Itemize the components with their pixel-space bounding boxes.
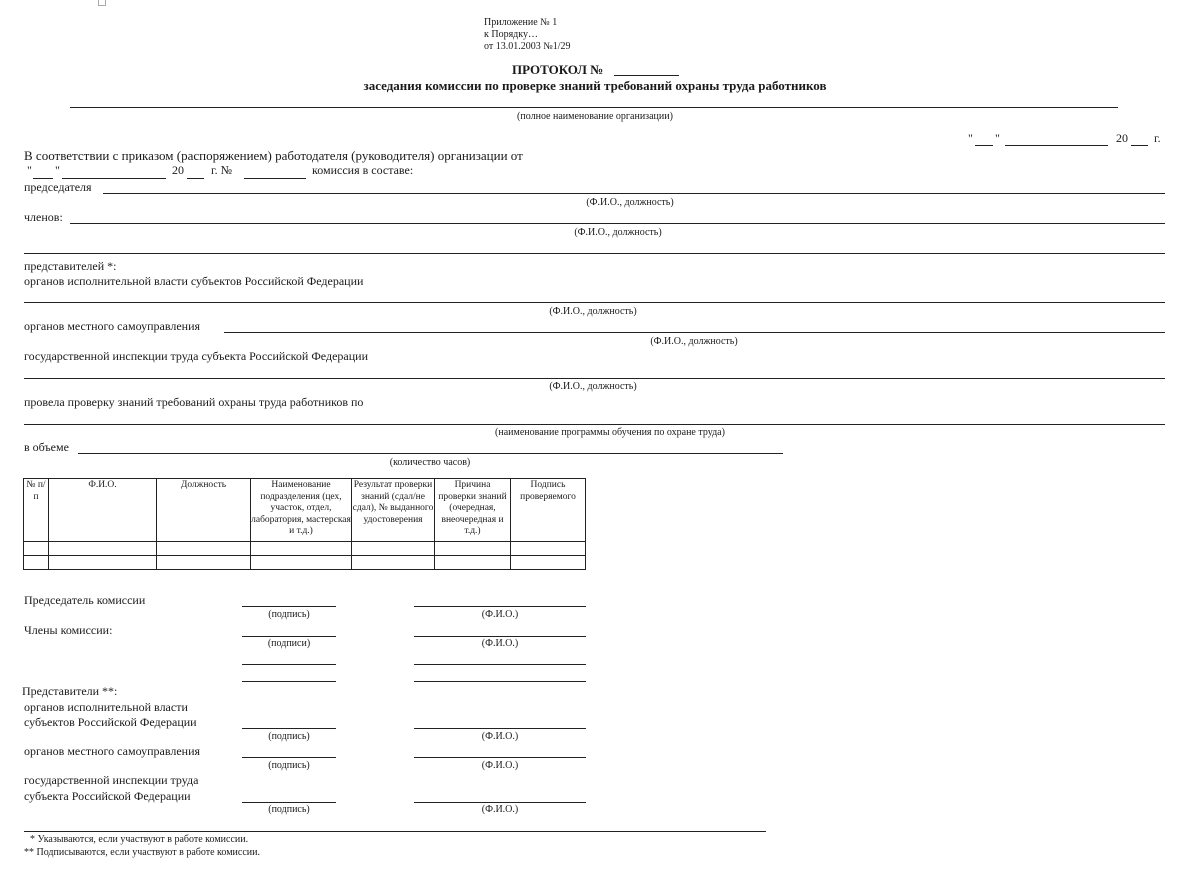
sig-members-fio-line [414,636,586,637]
protocol-number-line [614,75,679,76]
header-cell-department: Наименование подразделения (цех, участок, отдел, лаборатория, мастерская и т.д.) [251,479,352,542]
header-cell-result: Результат проверки знаний (сдал/не сдал), № выданного удостоверения [352,479,435,542]
date-quote-open: " [968,131,973,145]
table-cell[interactable] [511,542,586,556]
chairman-label: председателя [24,180,92,194]
table-cell[interactable] [511,556,586,570]
table-row [24,556,586,570]
sig-local-gov-sign-line [242,757,336,758]
organization-caption: (полное наименование организации) [517,111,673,122]
table-cell[interactable] [352,556,435,570]
members-line [70,223,1165,224]
order-year-no: г. № [211,163,233,177]
header-cell-reason: Причина проверки знаний (очередная, внеочередная и т.д.) [435,479,511,542]
appendix-line-3: от 13.01.2003 №1/29 [484,41,571,52]
results-table [23,478,586,570]
sig-chairman-label: Председатель комиссии [24,593,146,607]
sig-exec-sign-caption: (подпись) [268,731,310,742]
sig-chairman-sign-line [242,606,336,607]
sig-exec-line2: субъектов Российской Федерации [24,715,197,729]
program-caption: (наименование программы обучения по охране труда) [495,427,725,438]
corner-mark [98,0,106,6]
footnote-1: * Указываются, если участвуют в работе комиссии. [30,834,249,845]
order-day-line [33,178,53,179]
sig-state-sign-line [242,802,336,803]
sig-chairman-fio-caption: (Ф.И.О.) [481,609,519,620]
check-line-label: провела проверку знаний требований охраны труда работников по [24,395,364,409]
sig-state-sign-caption: (подпись) [268,804,310,815]
sig-chairman-fio-line [414,606,586,607]
table-cell[interactable] [352,542,435,556]
sig-local-gov-label: органов местного самоуправления [24,744,201,758]
sig-local-gov-fio-caption: (Ф.И.О.) [481,760,519,771]
local-gov-line [224,332,1165,333]
chairman-line [103,193,1165,194]
local-gov-label: органов местного самоуправления [24,319,201,333]
sig-exec-fio-line [414,728,586,729]
sig-chairman-sign-caption: (подпись) [268,609,310,620]
chairman-caption: (Ф.И.О., должность) [586,197,674,208]
footnote-2: ** Подписываются, если участвуют в работе комиссии. [24,847,260,858]
exec-authorities-caption: (Ф.И.О., должность) [549,306,637,317]
appendix-line-1: Приложение № 1 [484,17,558,28]
header-cell-fio: Ф.И.О. [49,479,157,542]
state-inspection-line [24,378,1165,379]
members-label: членов: [24,210,63,224]
table-cell[interactable] [24,542,49,556]
order-year-line [187,178,204,179]
date-twenty: 20 [1116,131,1128,145]
sig-members-extra-line [414,664,586,665]
program-line [24,424,1165,425]
volume-line [78,453,783,454]
date-year-suffix: г. [1154,131,1161,145]
order-twenty: 20 [172,163,184,177]
table-cell[interactable] [435,556,511,570]
sig-members-extra-line [414,681,586,682]
representatives-label: представителей *: [24,259,117,273]
sig-local-gov-fio-line [414,757,586,758]
sig-representatives-label: Представители **: [22,684,118,698]
appendix-line-2: к Порядку… [484,29,538,40]
order-month-line [62,178,166,179]
table-cell[interactable] [251,542,352,556]
exec-authorities-label: органов исполнительной власти субъектов Российской Федерации [24,274,364,288]
sig-exec-line1: органов исполнительной власти [24,700,188,714]
table-cell[interactable] [49,542,157,556]
protocol-title: ПРОТОКОЛ № [512,62,604,77]
protocol-subtitle: заседания комиссии по проверке знаний требований охраны труда работников [363,78,827,93]
order-number-line [244,178,306,179]
local-gov-caption: (Ф.И.О., должность) [650,336,738,347]
table-cell[interactable] [24,556,49,570]
header-cell-position: Должность [157,479,251,542]
header-cell-number: № п/п [24,479,49,542]
order-quote-close: " [55,163,60,177]
table-header-row [24,479,586,542]
sig-members-extra-line [242,664,336,665]
sig-members-extra-line [242,681,336,682]
members-caption: (Ф.И.О., должность) [574,227,662,238]
sig-local-gov-sign-caption: (подпись) [268,760,310,771]
date-year-line [1131,145,1148,146]
footnote-separator [24,831,766,832]
date-month-line [1005,145,1108,146]
sig-members-sign-line [242,636,336,637]
sig-state-fio-caption: (Ф.И.О.) [481,804,519,815]
date-day-line [975,145,993,146]
table-cell[interactable] [157,556,251,570]
table-row [24,542,586,556]
order-text: В соответствии с приказом (распоряжением) работодателя (руководителя) организации от [24,148,523,163]
sig-exec-fio-caption: (Ф.И.О.) [481,731,519,742]
header-cell-signature: Подпись проверяемого [511,479,586,542]
sig-members-label: Члены комиссии: [24,623,113,637]
date-quote-close: " [995,131,1000,145]
sig-state-line2: субъекта Российской Федерации [24,789,191,803]
table-cell[interactable] [435,542,511,556]
hours-caption: (количество часов) [389,457,471,468]
table-cell[interactable] [49,556,157,570]
order-committee: комиссия в составе: [312,163,414,177]
exec-authorities-line [24,302,1165,303]
sig-exec-sign-line [242,728,336,729]
state-inspection-label: государственной инспекции труда субъекта Российской Федерации [24,349,368,363]
sig-members-fio-caption: (Ф.И.О.) [481,638,519,649]
volume-label: в объеме [24,440,69,454]
sig-members-sign-caption: (подписи) [267,638,311,649]
state-inspection-caption: (Ф.И.О., должность) [549,381,637,392]
sig-state-line1: государственной инспекции труда [24,773,199,787]
table-cell[interactable] [251,556,352,570]
order-quote-open: " [27,163,32,177]
sig-state-fio-line [414,802,586,803]
members-line-2 [24,253,1165,254]
organization-line [70,107,1118,108]
table-cell[interactable] [157,542,251,556]
